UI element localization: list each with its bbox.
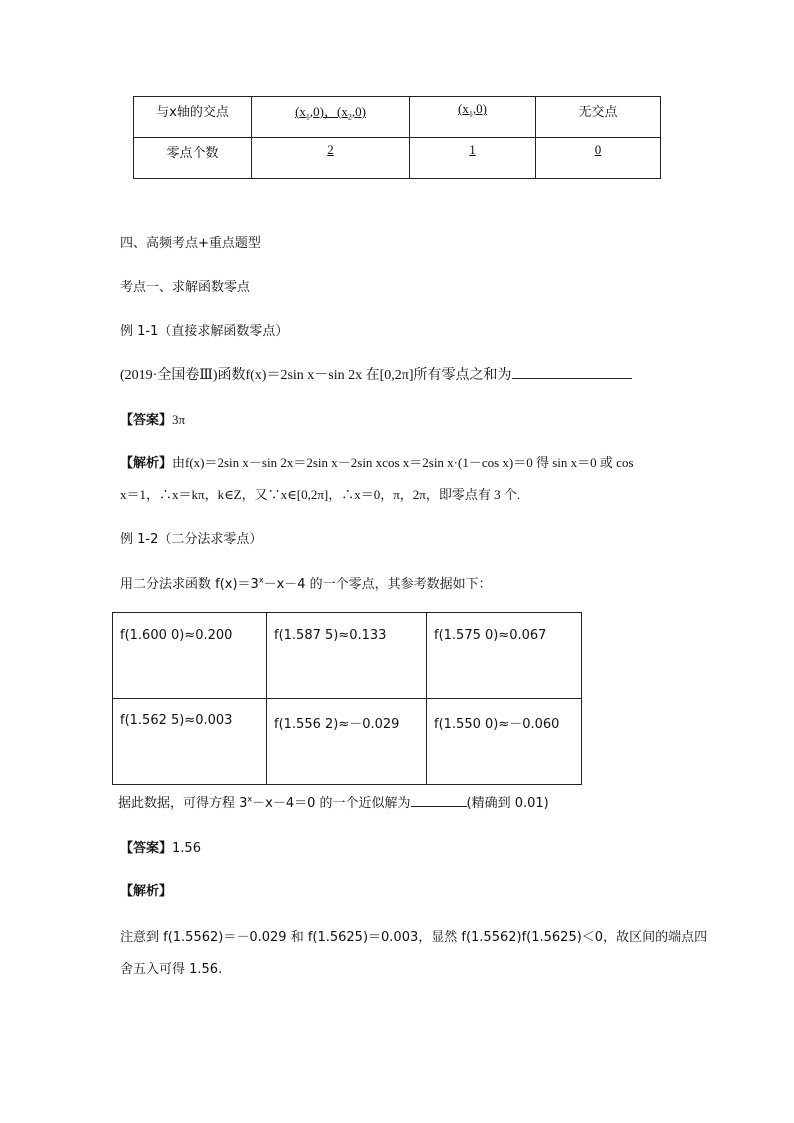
cell-text: f(1.587 5)≈0.133 <box>274 628 387 643</box>
answer-blank <box>411 805 467 807</box>
table-cell <box>267 699 427 785</box>
table-cell <box>252 138 410 179</box>
table-cell <box>113 699 267 785</box>
example-question: (2019·全国卷Ⅲ)函数f(x)＝2sin x－sin 2x 在[0,2π]所有零点之和为 <box>120 364 632 384</box>
analysis-text: x＝1，∴x＝kπ，k∈Z，又∵x∈[0,2π]，∴x＝0，π，2π，即零点有 3 个. <box>120 487 521 502</box>
analysis-line <box>120 452 634 471</box>
topic-title: 考点一、求解函数零点 <box>120 280 251 295</box>
cell-text: f(1.550 0)≈－0.060 <box>434 717 560 732</box>
table-cell <box>267 613 427 699</box>
analysis-label: 【解析】 <box>120 884 173 899</box>
table-cell <box>410 138 536 179</box>
cell-text: 零点个数 <box>166 146 219 161</box>
table-cell <box>536 97 661 138</box>
table-cell <box>427 699 582 785</box>
table-row <box>134 97 661 138</box>
intersection-table <box>133 96 661 179</box>
table-cell <box>410 97 536 138</box>
cell-text: $(x_1,0)$ <box>458 101 487 119</box>
cell-text: 与x轴的交点 <box>156 105 229 120</box>
table-cell <box>113 613 267 699</box>
table-cell <box>536 138 661 179</box>
cell-text: f(1.556 2)≈－0.029 <box>274 717 400 732</box>
example-title: 例 1-2（二分法求零点） <box>120 532 263 547</box>
cell-text: $(x_1,0)$，$(x_2,0)$ <box>295 104 366 122</box>
table-header-cell <box>134 97 252 138</box>
data-table <box>112 612 582 785</box>
answer-value: 1.56 <box>172 841 201 856</box>
answer-blank <box>512 377 632 379</box>
answer-line <box>120 409 185 428</box>
cell-text: 1 <box>469 142 476 157</box>
cell-text: f(1.575 0)≈0.067 <box>434 628 547 643</box>
answer-label: 【答案】 <box>120 413 173 428</box>
analysis-text: 舍五入可得 1.56. <box>120 962 223 977</box>
answer-line <box>120 837 201 856</box>
table-row <box>134 138 661 179</box>
example-question: 据此数据，可得方程 $3^x-x-4=0$ 的一个近似解为 (精确到 0.01) <box>118 794 549 811</box>
analysis-text: 注意到 f(1.5562)＝－0.029 和 f(1.5625)＝0.003，显然 f(1.5562)f(1.5625)＜0，故区间的端点四 <box>120 930 708 945</box>
cell-text: 0 <box>594 142 602 157</box>
example-intro: 用二分法求函数 $f(x)=3^x-x-4$ 的一个零点，其参考数据如下： <box>120 575 492 592</box>
analysis-label: 【解析】 <box>120 456 173 471</box>
cell-text: 2 <box>327 142 334 157</box>
table-header-cell <box>134 138 252 179</box>
table-row <box>113 699 582 785</box>
answer-value: 3π <box>172 412 186 427</box>
example-title: 例 1-1（直接求解函数零点） <box>120 324 289 339</box>
section-title: 四、高频考点+重点题型 <box>120 236 261 251</box>
table-cell <box>427 613 582 699</box>
analysis-text: 由f(x)＝2sin x－sin 2x＝2sin x－2sin xcos x＝2sin x·(1－cos x)＝0 得 sin x＝0 或 cos <box>172 455 634 470</box>
table-row <box>113 613 582 699</box>
cell-text: f(1.600 0)≈0.200 <box>120 628 233 643</box>
table-cell <box>252 97 410 138</box>
cell-text: f(1.562 5)≈0.003 <box>120 713 233 728</box>
cell-text: 无交点 <box>578 105 618 120</box>
answer-label: 【答案】 <box>120 841 173 856</box>
